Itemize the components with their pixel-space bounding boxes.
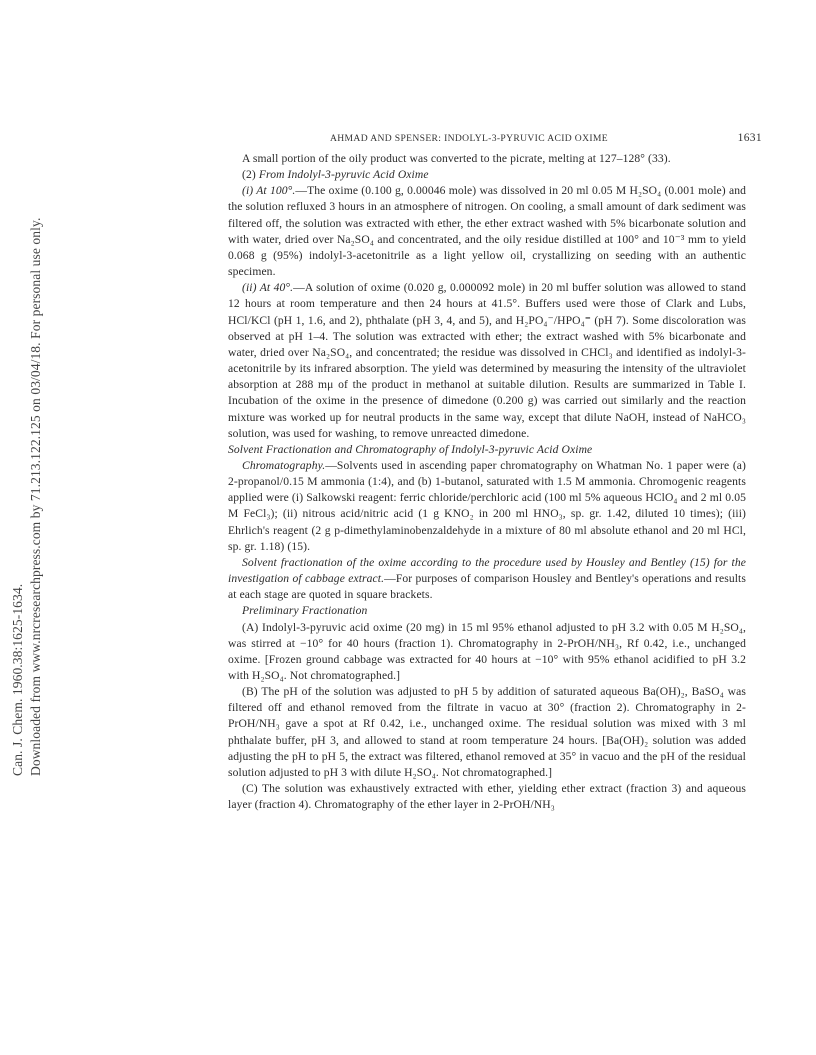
paragraph-at-40 [228, 280, 746, 442]
page-number: 1631 [737, 132, 762, 144]
paragraph-text: —The oxime (0.100 g, 0.00046 mole) was dissolved in 20 ml 0.05 M H₂SO₄ (0.001 mole) and the solution refluxed 3 hours in an atmosphere of nitrogen. On cooling, a small amount of dark sediment was filtered off, the solution was extracted with ether, the ether extract washed with 5% bicarbonate solution and with water, dried over Na₂SO₄ and concentrated, and the oily residue distilled at 100° and 10⁻³ mm to yield 0.068 g (95%) indolyl-3-acetonitrile as a light yellow oil, crystallizing on seeding with an authentic specimen. [228, 184, 746, 279]
subsection-title: From Indolyl-3-pyruvic Acid Oxime [258, 168, 429, 182]
paragraph-text: —A solution of oxime (0.020 g, 0.000092 mole) in 20 ml buffer solution was allowed to stand 12 hours at room temperature and then 24 hours at 41.5°. Buffers used were those of Clark and Lubs, HCl/KCl (pH 1, 1.6, and 2), phthalate (pH 3, 4, and 5), and H₂PO₄⁻/HPO₄⁼ (pH 7). Some discoloration was observed at pH 1–4. The solution was extracted with ether; the extract washed with 5% bicarbonate and water, dried over Na₂SO₄, and concentrated; the residue was dissolved in CHCl₃ and identified as indolyl-3-acetonitrile by its infrared absorption. The yield was determined by measuring the intensity of the ultraviolet absorption at 288 mμ of the product in methanol at suitable dilution. Results are summarized in Table I. Incubation of the oxime in the presence of dimedone (0.200 g) was carried out similarly and the reaction mixture was worked up for neutral products in the same way, except that dilute NaOH, instead of NaHCO₃ solution, was used for washing, to remove unreacted dimedone. [228, 281, 746, 440]
subsection-number: (2) [242, 168, 256, 182]
run-in-heading: (i) At 100°. [242, 184, 296, 198]
citation-line: Can. J. Chem. 1960.38:1625-1634. [10, 583, 25, 776]
article-body [228, 151, 746, 813]
paragraph-at-100 [228, 183, 746, 280]
section-heading: Solvent Fractionation and Chromatography of Indolyl-3-pyruvic Acid Oxime [228, 442, 593, 456]
paragraph-text: —For purposes of comparison Housley and Bentley's operations and results at each stage are quoted in square brackets. [228, 572, 746, 602]
download-watermark [8, 160, 48, 780]
run-in-heading: Chromatography. [242, 458, 326, 472]
subsection-heading [228, 167, 746, 183]
paragraph-solvent-fractionation [228, 555, 746, 603]
paragraph-picrate: A small portion of the oily product was converted to the picrate, melting at 127–128° (33). [242, 152, 671, 165]
paragraph-step-b: (B) The pH of the solution was adjusted to pH 5 by addition of saturated aqueous Ba(OH)₂, BaSO₄ was filtered off and ethanol removed from the filtrate in vacuo at 30° (fraction 2). Chromatography in 2-PrOH/NH₃ gave a spot at Rf 0.42, i.e., unchanged oxime. The residual solution was mixed with 3 ml phthalate buffer, pH 3, and allowed to stand at room temperature 24 hours. [Ba(OH)₂ solution was added adjusting the pH to pH 5, the extract was filtered, ethanol removed at 35° in vacuo and the pH of the residual solution adjusted to pH 3 with dilute H₂SO₄. Not chromatographed.] [228, 685, 746, 779]
paragraph-step-c: (C) The solution was exhaustively extracted with ether, yielding ether extract (fraction 3) and aqueous layer (fraction 4). Chromatography of the ether layer in 2-PrOH/NH₃ [228, 782, 746, 812]
subheading-preliminary: Preliminary Fractionation [242, 604, 368, 618]
download-line: Downloaded from www.nrcresearchpress.com by 71.213.122.125 on 03/04/18. For personal use only. [28, 217, 43, 776]
run-in-heading: Solvent fractionation of the oxime according to the procedure used by Housley and Bentley (15) for the investigation of cabbage extract. [228, 555, 746, 586]
run-in-heading: (ii) At 40°. [242, 281, 294, 295]
paragraph-text: —Solvents used in ascending paper chromatography on Whatman No. 1 paper were (a) 2-propanol/0.15 M ammonia (1:4), and (b) 1-butanol, saturated with 1.5 M ammonia. Chromogenic reagents applied were (i) Salkowski reagent: ferric chloride/perchloric acid (100 ml 5% aqueous HClO₄ and 2 ml 0.05 M FeCl₃); (ii) nitrous acid/nitric acid (1 g KNO₂ in 200 ml HNO₃, sp. gr. 1.42, diluted 10 times); (iii) Ehrlich's reagent (2 g p-dimethylaminobenzaldehyde in a mixture of 80 ml absolute ethanol and 20 ml HCl, sp. gr. 1.18) (15). [228, 458, 746, 553]
running-head-title: AHMAD AND SPENSER: INDOLYL-3-PYRUVIC ACID OXIME [330, 133, 608, 144]
paragraph-step-a: (A) Indolyl-3-pyruvic acid oxime (20 mg) in 15 ml 95% ethanol adjusted to pH 3.2 with 0.05 M H₂SO₄, was stirred at −10° for 40 hours (fraction 1). Chromatography in 2-PrOH/NH₃, Rf 0.42, i.e., unchanged oxime. [Frozen ground cabbage was extracted for 40 hours at −10° with 95% ethanol acidified to pH 3.2 with H₂SO₄. Not chromatographed.] [228, 620, 746, 682]
paragraph-chromatography [228, 458, 746, 555]
